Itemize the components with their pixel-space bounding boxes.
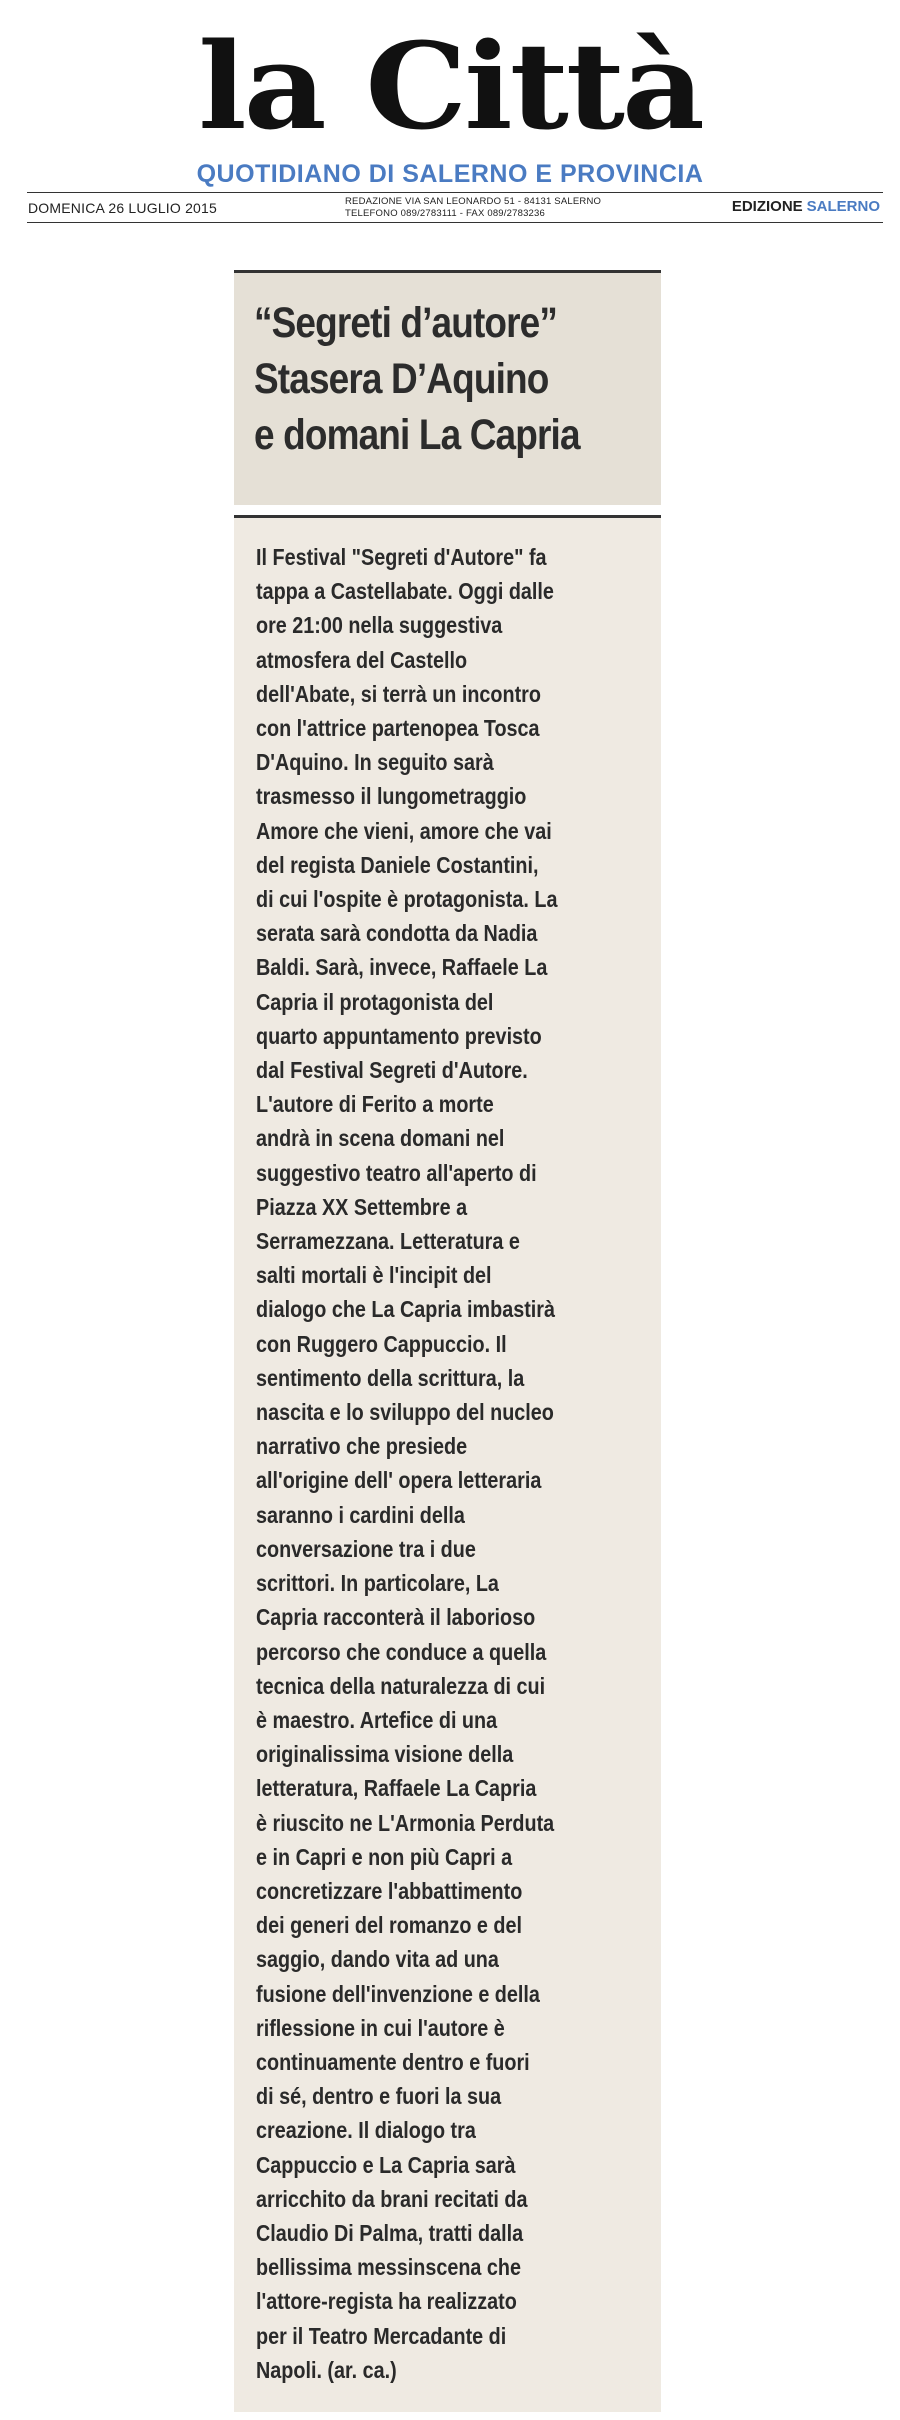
body-line: tecnica della naturalezza di cui xyxy=(256,1672,546,1699)
body-line: Amore che vieni, amore che vai xyxy=(256,817,552,844)
newspaper-logo: la Città xyxy=(198,17,702,157)
body-line: Serramezzana. Letteratura e xyxy=(256,1228,520,1255)
body-line: dei generi del romanzo e del xyxy=(256,1912,523,1939)
body-line: narrativo che presiede xyxy=(256,1433,468,1460)
article-body xyxy=(256,540,634,2387)
body-line: Napoli. (ar. ca.) xyxy=(256,2356,397,2383)
body-line: Baldi. Sarà, invece, Raffaele La xyxy=(256,954,548,981)
body-line: saranno i cardini della xyxy=(256,1501,465,1528)
body-line: di cui l'ospite è protagonista. La xyxy=(256,886,558,913)
body-line: bellissima messinscena che xyxy=(256,2254,521,2281)
body-line: D'Aquino. In seguito sarà xyxy=(256,749,494,776)
headline-line: e domani La Capria xyxy=(254,411,580,459)
edition-city: SALERNO xyxy=(806,198,880,215)
body-line: concretizzare l'abbattimento xyxy=(256,1877,523,1904)
body-line: andrà in scena domani nel xyxy=(256,1125,505,1152)
body-line: trasmesso il lungometraggio xyxy=(256,783,527,810)
redazione-address: REDAZIONE VIA SAN LEONARDO 51 - 84131 SALERNO xyxy=(345,196,602,207)
edition-label xyxy=(732,197,880,217)
body-line: dal Festival Segreti d'Autore. xyxy=(256,1057,528,1084)
body-line: l'attore-regista ha realizzato xyxy=(256,2288,517,2315)
masthead xyxy=(0,0,900,225)
body-line: scrittori. In particolare, La xyxy=(256,1570,499,1597)
body-line: suggestivo teatro all'aperto di xyxy=(256,1159,537,1186)
body-line: Piazza XX Settembre a xyxy=(256,1193,468,1220)
body-line: conversazione tra i due xyxy=(256,1535,476,1562)
body-line: è riuscito ne L'Armonia Perduta xyxy=(256,1809,555,1836)
body-line: riflessione in cui l'autore è xyxy=(256,2014,505,2041)
body-line: continuamente dentro e fuori xyxy=(256,2048,530,2075)
body-line: atmosfera del Castello xyxy=(256,646,468,673)
article-headline xyxy=(254,295,598,463)
body-line: fusione dell'invenzione e della xyxy=(256,1980,540,2007)
body-line: Capria il protagonista del xyxy=(256,988,494,1015)
body-line: del regista Daniele Costantini, xyxy=(256,851,539,878)
body-line: originalissima visione della xyxy=(256,1741,514,1768)
body-line: Cappuccio e La Capria sarà xyxy=(256,2151,516,2178)
body-line: saggio, dando vita ad una xyxy=(256,1946,499,1973)
body-line: serata sarà condotta da Nadia xyxy=(256,920,538,947)
body-line: sentimento della scrittura, la xyxy=(256,1364,525,1391)
body-line: L'autore di Ferito a morte xyxy=(256,1091,494,1118)
body-line: all'origine dell' opera letteraria xyxy=(256,1467,542,1494)
body-line: di sé, dentro e fuori la sua xyxy=(256,2083,502,2110)
body-line: Capria racconterà il laborioso xyxy=(256,1604,536,1631)
body-line: dialogo che La Capria imbastirà xyxy=(256,1296,555,1323)
masthead-rule-top xyxy=(27,192,883,193)
redazione-phone: TELEFONO 089/2783111 - FAX 089/2783236 xyxy=(345,208,546,219)
headline-line: Stasera D’Aquino xyxy=(254,355,549,403)
body-line: e in Capri e non più Capri a xyxy=(256,1843,513,1870)
body-line: dell'Abate, si terrà un incontro xyxy=(256,680,541,707)
edition-word: EDIZIONE xyxy=(731,198,803,215)
body-line: letteratura, Raffaele La Capria xyxy=(256,1775,537,1802)
article-body-box xyxy=(234,515,661,2412)
body-line: con Ruggero Cappuccio. Il xyxy=(256,1330,507,1357)
issue-date: DOMENICA 26 LUGLIO 2015 xyxy=(28,200,218,216)
body-line: nascita e lo sviluppo del nucleo xyxy=(256,1399,554,1426)
body-line: Claudio Di Palma, tratti dalla xyxy=(256,2219,524,2246)
body-line: con l'attrice partenopea Tosca xyxy=(256,715,540,742)
masthead-rule-bottom xyxy=(27,222,883,223)
newspaper-tagline: QUOTIDIANO DI SALERNO E PROVINCIA xyxy=(196,160,704,188)
body-line: ore 21:00 nella suggestiva xyxy=(256,612,503,639)
body-line: arricchito da brani recitati da xyxy=(256,2185,528,2212)
body-line: per il Teatro Mercadante di xyxy=(256,2322,507,2349)
body-line: tappa a Castellabate. Oggi dalle xyxy=(256,578,554,605)
body-line: Il Festival "Segreti d'Autore" fa xyxy=(256,544,547,570)
body-line: percorso che conduce a quella xyxy=(256,1638,547,1665)
redazione-info xyxy=(345,196,601,220)
body-line: salti mortali è l'incipit del xyxy=(256,1262,492,1289)
body-line: quarto appuntamento previsto xyxy=(256,1022,542,1049)
headline-box xyxy=(234,270,661,505)
headline-line: “Segreti d’autore” xyxy=(254,299,558,347)
body-line: è maestro. Artefice di una xyxy=(256,1706,498,1733)
body-line: creazione. Il dialogo tra xyxy=(256,2117,476,2144)
